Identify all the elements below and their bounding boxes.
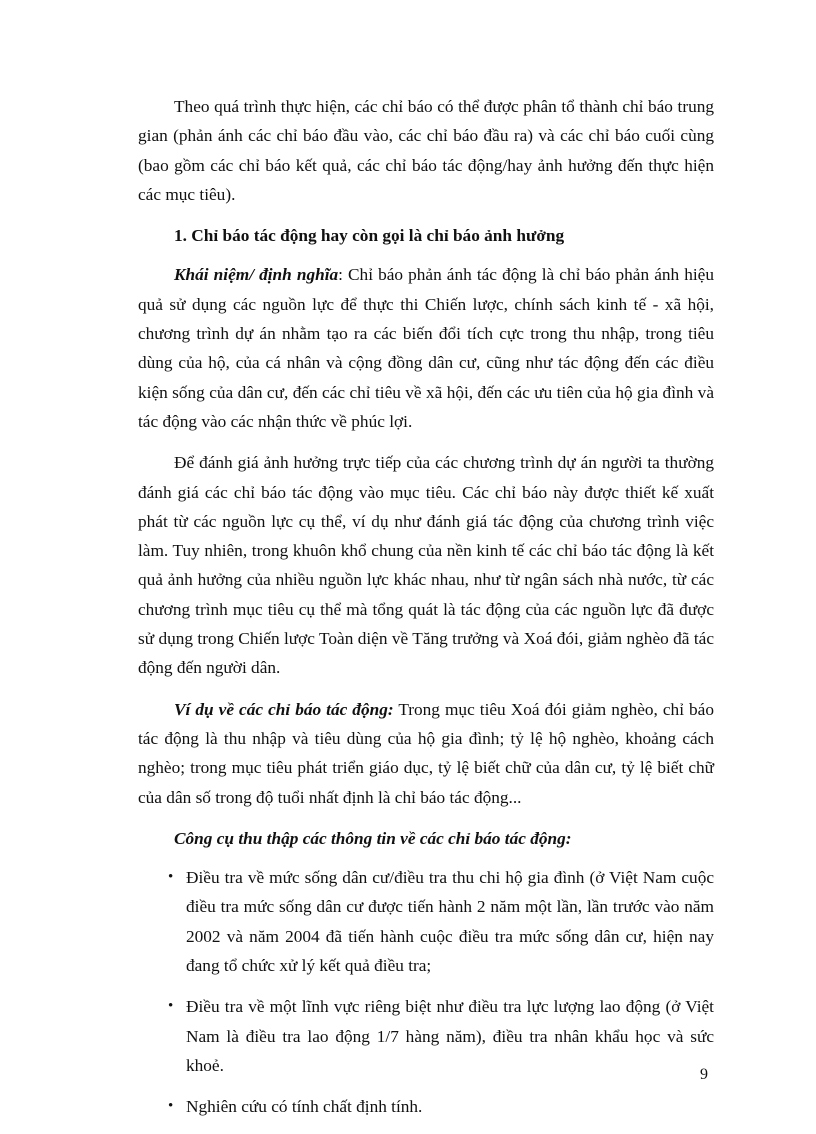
tools-bullet-list <box>138 863 714 1121</box>
tools-title: Công cụ thu thập các thông tin về các chỉ báo tác động: <box>174 828 572 848</box>
list-item <box>138 1092 714 1121</box>
section-heading: 1. Chỉ báo tác động hay còn gọi là chỉ báo ảnh hưởng <box>174 226 565 246</box>
assessment-paragraph: Để đánh giá ảnh hưởng trực tiếp của các chương trình dự án người ta thường đánh giá các chỉ báo tác động vào mục tiêu. Các chỉ báo này được thiết kế xuất phát từ các nguồn lực cụ thể, ví dụ như đánh giá tác động của chương trình việc làm. Tuy nhiên, trong khuôn khổ chung của nền kinh tế các chỉ báo tác động là kết quả ảnh hưởng của nhiều nguồn lực khác nhau, như từ ngân sách nhà nước, từ các chương trình mục tiêu cụ thể mà tổng quát là tác động của các nguồn lực đã được sử dụng trong Chiến lược Toàn diện về Tăng trưởng và Xoá đói, giảm nghèo đã tác động đến người dân. <box>138 453 714 678</box>
definition-text: : Chỉ báo phản ánh tác động là chỉ báo phản ánh hiệu quả sử dụng các nguồn lực để thực thi Chiến lược, chính sách kinh tế - xã hội, chương trình dự án nhằm tạo ra các biến đổi tích cực trong thu nhập, trong tiêu dùng của hộ, của cá nhân và cộng đồng dân cư, cũng như tác động đến các điều kiện sống của dân cư, đến các chỉ tiêu về xã hội, đến các ưu tiên của hộ gia đình và tác động vào các nhận thức về phúc lợi. <box>138 265 714 431</box>
bullet-icon: • <box>168 1098 174 1115</box>
examples-text: Trong mục tiêu Xoá đói giảm nghèo, chỉ báo tác động là thu nhập và tiêu dùng của hộ gia đình; tỷ lệ hộ nghèo, khoảng cách nghèo; trong mục tiêu phát triển giáo dục, tỷ lệ biết chữ của dân cư, tỷ lệ biết chữ của dân số trong độ tuổi nhất định là chỉ báo tác động... <box>138 699 714 807</box>
list-item-text: Nghiên cứu có tính chất định tính. <box>186 1097 423 1117</box>
examples-lead: Ví dụ về các chỉ báo tác động: <box>174 699 394 719</box>
list-item-text: Điều tra về mức sống dân cư/điều tra thu chi hộ gia đình (ở Việt Nam cuộc điều tra mức sống dân cư được tiến hành 2 năm một lần, lần trước vào năm 2002 và năm 2004 đã tiến hành cuộc điều tra mức sống dân cư, hiện nay đang tổ chức xử lý kết quả điều tra; <box>186 868 714 976</box>
list-item <box>138 992 714 1080</box>
bullet-icon: • <box>168 869 174 886</box>
page-body <box>138 92 714 1134</box>
definition-paragraph <box>138 260 714 436</box>
page-number: 9 <box>700 1066 708 1083</box>
examples-paragraph <box>138 695 714 812</box>
intro-paragraph: Theo quá trình thực hiện, các chỉ báo có thể được phân tổ thành chỉ báo trung gian (phản ánh các chỉ báo đầu vào, các chỉ báo đầu ra) và các chỉ báo cuối cùng (bao gồm các chỉ báo kết quả, các chỉ báo tác động/hay ảnh hưởng đến thực hiện các mục tiêu). <box>138 97 714 204</box>
bullet-icon: • <box>168 998 174 1015</box>
list-item-text: Điều tra về một lĩnh vực riêng biệt như điều tra lực lượng lao động (ở Việt Nam là điều tra lao động 1/7 hàng năm), điều tra nhân khẩu học và sức khoẻ. <box>186 997 714 1075</box>
definition-lead: Khái niệm/ định nghĩa <box>174 265 339 285</box>
list-item <box>138 863 714 980</box>
